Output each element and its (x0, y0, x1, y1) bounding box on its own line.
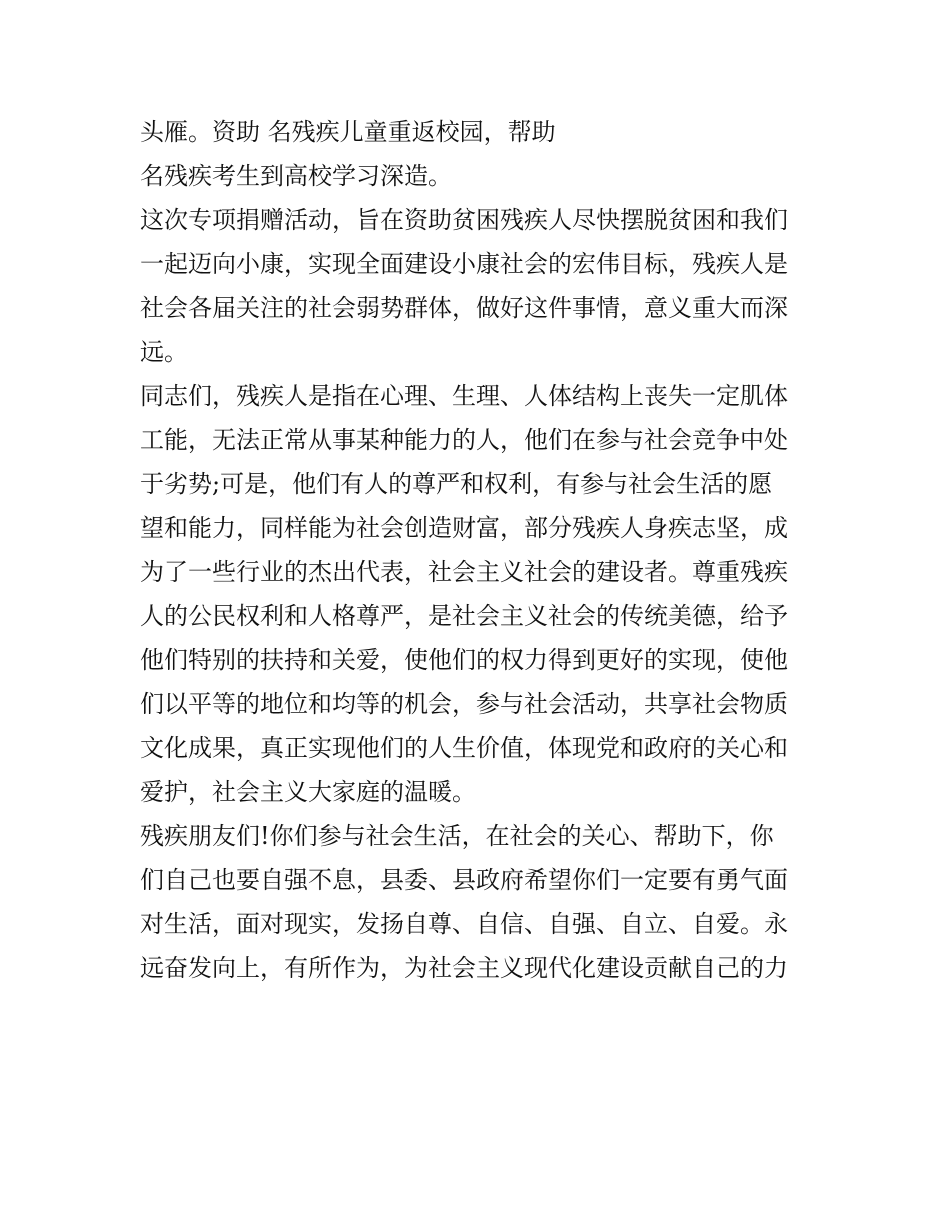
text-line: 这次专项捐赠活动，旨在资助贫困残疾人尽快摆脱贫困和我们 (140, 206, 788, 234)
text-line: 同志们，残疾人是指在心理、生理、人体结构上丧失一定肌体 (140, 382, 788, 410)
text-line: 为了一些行业的杰出代表，社会主义社会的建设者。尊重残疾 (140, 558, 788, 586)
text-line: 望和能力，同样能为社会创造财富，部分残疾人身疾志坚，成 (140, 514, 788, 542)
text-line: 于劣势;可是，他们有人的尊严和权利，有参与社会生活的愿 (140, 470, 773, 498)
text-line: 们以平等的地位和均等的机会，参与社会活动，共享社会物质 (140, 690, 788, 718)
text-line: 远。 (140, 338, 188, 366)
text-line: 远奋发向上，有所作为，为社会主义现代化建设贡献自己的力 (140, 954, 788, 982)
text-line: 头雁。资助 名残疾儿童重返校园，帮助 (140, 118, 556, 146)
text-line: 名残疾考生到高校学习深造。 (140, 162, 452, 190)
text-line: 他们特别的扶持和关爱，使他们的权力得到更好的实现，使他 (140, 646, 788, 674)
document-body (140, 110, 820, 990)
text-line: 爱护，社会主义大家庭的温暖。 (140, 778, 476, 806)
text-line: 一起迈向小康，实现全面建设小康社会的宏伟目标，残疾人是 (140, 250, 788, 278)
text-line: 们自己也要自强不息，县委、县政府希望你们一定要有勇气面 (140, 866, 788, 894)
text-line: 文化成果，真正实现他们的人生价值，体现党和政府的关心和 (140, 734, 788, 762)
text-line: 人的公民权利和人格尊严，是社会主义社会的传统美德，给予 (140, 602, 788, 630)
text-line: 对生活，面对现实，发扬自尊、自信、自强、自立、自爱。永 (140, 910, 788, 938)
text-line: 残疾朋友们!你们参与社会生活，在社会的关心、帮助下，你 (140, 822, 774, 850)
text-line: 社会各届关注的社会弱势群体，做好这件事情，意义重大而深 (140, 294, 788, 322)
text-line: 工能，无法正常从事某种能力的人，他们在参与社会竞争中处 (140, 426, 788, 454)
